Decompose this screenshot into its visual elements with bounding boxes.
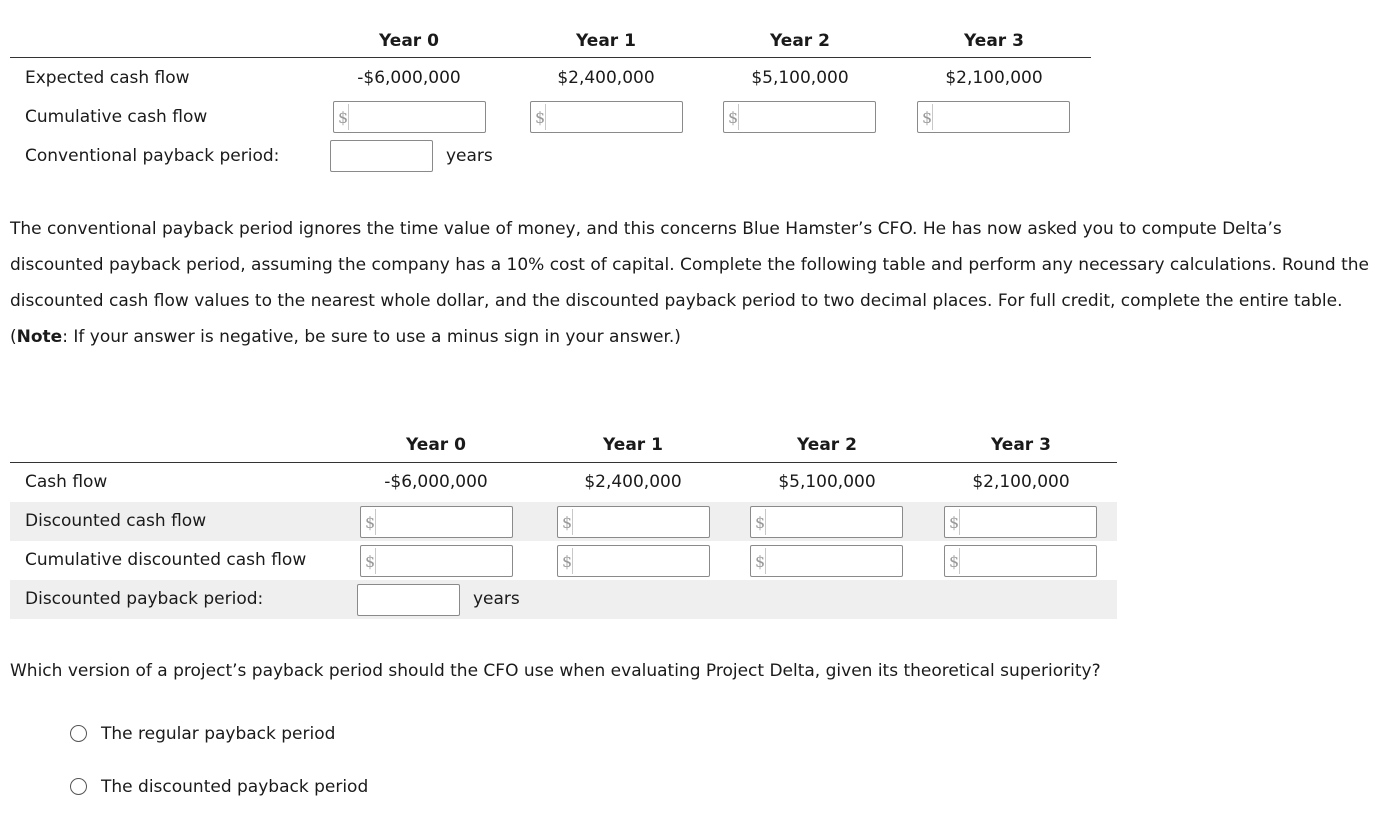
t1-cumulative-year2-input[interactable] [723, 101, 876, 133]
t2-cashflow-year0: -$6,000,000 [384, 472, 488, 492]
dollar-sign-icon: $ [922, 108, 933, 127]
t2-cumulative-year2-input[interactable] [750, 545, 903, 577]
radio-button-icon[interactable] [70, 778, 87, 795]
dollar-sign-icon: $ [755, 513, 766, 532]
dollar-sign-icon: $ [365, 513, 376, 532]
t2-payback-unit: years [473, 589, 520, 609]
t1-header-year0: Year 0 [379, 31, 439, 51]
t2-cumulative-year3-input[interactable] [944, 545, 1097, 577]
t2-discounted-label: Discounted cash flow [25, 511, 207, 531]
t2-header-year0: Year 0 [406, 435, 466, 455]
t1-payback-label: Conventional payback period: [25, 146, 280, 166]
dollar-sign-icon: $ [562, 513, 573, 532]
payback-question: Which version of a project’s payback period should the CFO use when evaluating Project Delta, given its theoretical superiority? [10, 661, 1101, 681]
t1-expected-year2: $5,100,000 [751, 68, 849, 88]
conventional-payback-input[interactable] [330, 140, 433, 172]
t2-header-year1: Year 1 [603, 435, 663, 455]
t2-cashflow-year2: $5,100,000 [778, 472, 876, 492]
t2-discounted-year0-input[interactable] [360, 506, 513, 538]
t2-cumulative-year1-input[interactable] [557, 545, 710, 577]
t2-cumulative-year0-input[interactable] [360, 545, 513, 577]
t2-payback-label: Discounted payback period: [25, 589, 264, 609]
dollar-sign-icon: $ [365, 552, 376, 571]
t2-cashflow-year1: $2,400,000 [584, 472, 682, 492]
t2-discounted-year2-input[interactable] [750, 506, 903, 538]
radio-label-regular[interactable]: The regular payback period [101, 724, 336, 744]
t2-discounted-year1-input[interactable] [557, 506, 710, 538]
instructions-text-end: : If your answer is negative, be sure to use a minus sign in your answer.) [62, 327, 681, 347]
instructions-text: The conventional payback period ignores the time value of money, and this concerns Blue Hamster’s CFO. He has now asked you to compute Delta’s discounted payback period, assuming the company has a 10% cost of capital. Complete the following table and perform any necessary calculations. Round the discounted cash flow values to the nearest whole dollar, and the discounted payback period to two decimal places. For full credit, complete the entire table. ( [10, 219, 1369, 347]
note-bold: Note [16, 327, 63, 347]
dollar-sign-icon: $ [338, 108, 349, 127]
dollar-sign-icon: $ [535, 108, 546, 127]
t2-header-year2: Year 2 [797, 435, 857, 455]
t1-cumulative-year3-input[interactable] [917, 101, 1070, 133]
instructions-paragraph [10, 211, 1380, 355]
t1-header-year3: Year 3 [964, 31, 1024, 51]
t2-discounted-year3-input[interactable] [944, 506, 1097, 538]
t1-header-rule [10, 57, 1091, 58]
t2-cashflow-year3: $2,100,000 [972, 472, 1070, 492]
dollar-sign-icon: $ [949, 513, 960, 532]
t2-header-rule [10, 462, 1117, 463]
t2-cumulative-discounted-label: Cumulative discounted cash flow [25, 550, 307, 570]
t1-cumulative-year0-input[interactable] [333, 101, 486, 133]
dollar-sign-icon: $ [562, 552, 573, 571]
t1-header-year2: Year 2 [770, 31, 830, 51]
t2-cashflow-label: Cash flow [25, 472, 108, 492]
t1-expected-year3: $2,100,000 [945, 68, 1043, 88]
dollar-sign-icon: $ [755, 552, 766, 571]
t2-header-year3: Year 3 [991, 435, 1051, 455]
t1-payback-unit: years [446, 146, 493, 166]
discounted-payback-input[interactable] [357, 584, 460, 616]
radio-label-discounted[interactable]: The discounted payback period [101, 777, 369, 797]
t1-expected-year0: -$6,000,000 [357, 68, 461, 88]
t1-expected-label: Expected cash flow [25, 68, 190, 88]
radio-button-icon[interactable] [70, 725, 87, 742]
t1-cumulative-year1-input[interactable] [530, 101, 683, 133]
dollar-sign-icon: $ [728, 108, 739, 127]
t1-expected-year1: $2,400,000 [557, 68, 655, 88]
dollar-sign-icon: $ [949, 552, 960, 571]
t1-cumulative-label: Cumulative cash flow [25, 107, 208, 127]
t1-header-year1: Year 1 [576, 31, 636, 51]
